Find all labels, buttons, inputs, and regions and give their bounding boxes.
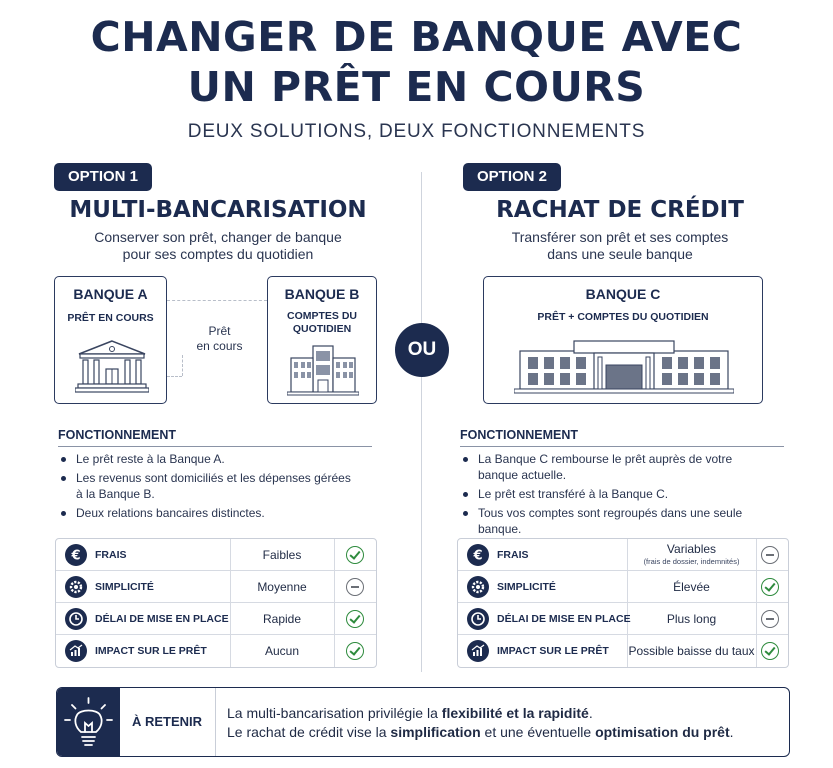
option2-title: RACHAT DE CRÉDIT bbox=[496, 197, 744, 223]
classical-bank-icon bbox=[75, 339, 149, 395]
loan-link-label: Prêt en cours bbox=[196, 324, 243, 353]
gear-icon bbox=[65, 576, 87, 598]
check-icon bbox=[761, 578, 779, 596]
option2-badge: OPTION 2 bbox=[463, 163, 561, 191]
bank-b-name: BANQUE B bbox=[284, 286, 360, 302]
option2-operation-list bbox=[460, 451, 760, 540]
option1-criteria-table bbox=[55, 538, 377, 668]
option1-operation-title: FONCTIONNEMENT bbox=[58, 428, 372, 447]
list-item: Le prêt est transféré à la Banque C. bbox=[460, 486, 760, 502]
option1-description bbox=[48, 229, 388, 263]
svg-text:€: € bbox=[71, 548, 81, 563]
connector-line-top bbox=[167, 300, 267, 301]
page-title bbox=[0, 12, 833, 112]
option1-operation-list bbox=[58, 451, 358, 524]
table-row: SIMPLICITÉ Élevée bbox=[458, 571, 788, 603]
check-icon bbox=[346, 610, 364, 628]
list-item: Les revenus sont domiciliés et les dépenses gérées à la Banque B. bbox=[58, 470, 358, 502]
table-row: SIMPLICITÉ Moyenne bbox=[56, 571, 376, 603]
minus-icon bbox=[346, 578, 364, 596]
check-icon bbox=[346, 546, 364, 564]
chart-icon bbox=[65, 640, 87, 662]
takeaway-box bbox=[56, 687, 790, 757]
option1-title: MULTI-BANCARISATION bbox=[69, 197, 367, 223]
clock-icon bbox=[65, 608, 87, 630]
clock-icon bbox=[467, 608, 489, 630]
large-bank-icon bbox=[514, 337, 734, 395]
list-item: La Banque C rembourse le prêt auprès de votre banque actuelle. bbox=[460, 451, 760, 483]
takeaway-line1: La multi-bancarisation privilégie la flexibilité et la rapidité. bbox=[227, 705, 593, 721]
connector-line-vertical bbox=[182, 355, 183, 376]
page-title-line2: UN PRÊT EN COURS bbox=[187, 63, 646, 111]
modern-bank-icon bbox=[287, 344, 359, 396]
or-separator: OU bbox=[395, 323, 449, 377]
check-icon bbox=[346, 642, 364, 660]
option2-description bbox=[450, 229, 790, 263]
minus-icon bbox=[761, 546, 779, 564]
bank-a-card bbox=[54, 276, 167, 404]
bank-a-sub: PRÊT EN COURS bbox=[67, 312, 154, 324]
svg-text:€: € bbox=[473, 548, 483, 563]
euro-icon bbox=[65, 544, 87, 566]
table-row: IMPACT SUR LE PRÊT Possible baisse du taux bbox=[458, 635, 788, 667]
list-item: Deux relations bancaires distinctes. bbox=[58, 505, 358, 521]
check-icon bbox=[761, 642, 779, 660]
takeaway-divider bbox=[215, 688, 216, 756]
page-title-line1: CHANGER DE BANQUE AVEC bbox=[90, 13, 743, 61]
table-row: € FRAIS Variables (frais de dossier, indemnités) bbox=[458, 539, 788, 571]
list-item: Le prêt reste à la Banque A. bbox=[58, 451, 358, 467]
table-row: € FRAIS Faibles bbox=[56, 539, 376, 571]
bank-b-sub: COMPTES DU QUOTIDIEN bbox=[286, 310, 357, 335]
table-row: DÉLAI DE MISE EN PLACE Rapide bbox=[56, 603, 376, 635]
bank-c-name: BANQUE C bbox=[585, 286, 661, 302]
bank-c-sub: PRÊT + COMPTES DU QUOTIDIEN bbox=[537, 311, 709, 323]
lightbulb-icon bbox=[57, 688, 120, 756]
page-subtitle: DEUX SOLUTIONS, DEUX FONCTIONNEMENTS bbox=[187, 121, 646, 142]
option2-desc-line1: Transférer son prêt et ses comptes bbox=[511, 229, 729, 245]
minus-icon bbox=[761, 610, 779, 628]
takeaway-label: À RETENIR bbox=[132, 714, 203, 729]
vertical-divider bbox=[421, 172, 422, 672]
bank-a-name: BANQUE A bbox=[73, 286, 148, 302]
table-row: IMPACT SUR LE PRÊT Aucun bbox=[56, 635, 376, 667]
option2-criteria-table bbox=[457, 538, 789, 668]
gear-icon bbox=[467, 576, 489, 598]
takeaway-line2: Le rachat de crédit vise la simplification et une éventuelle optimisation du prêt. bbox=[227, 724, 734, 740]
option1-desc-line1: Conserver son prêt, changer de banque bbox=[94, 229, 342, 245]
fees-note: (frais de dossier, indemnités) bbox=[643, 557, 740, 566]
bank-c-card bbox=[483, 276, 763, 404]
option2-operation-title: FONCTIONNEMENT bbox=[460, 428, 784, 447]
option2-desc-line2: dans une seule banque bbox=[547, 246, 693, 262]
bank-b-card bbox=[267, 276, 377, 404]
takeaway-text bbox=[227, 704, 734, 742]
option1-desc-line2: pour ses comptes du quotidien bbox=[122, 246, 314, 262]
list-item: Tous vos comptes sont regroupés dans une seule banque. bbox=[460, 505, 760, 537]
connector-line-bottom bbox=[167, 376, 182, 377]
euro-icon bbox=[467, 544, 489, 566]
chart-icon bbox=[467, 640, 489, 662]
table-row: DÉLAI DE MISE EN PLACE Plus long bbox=[458, 603, 788, 635]
option1-badge: OPTION 1 bbox=[54, 163, 152, 191]
